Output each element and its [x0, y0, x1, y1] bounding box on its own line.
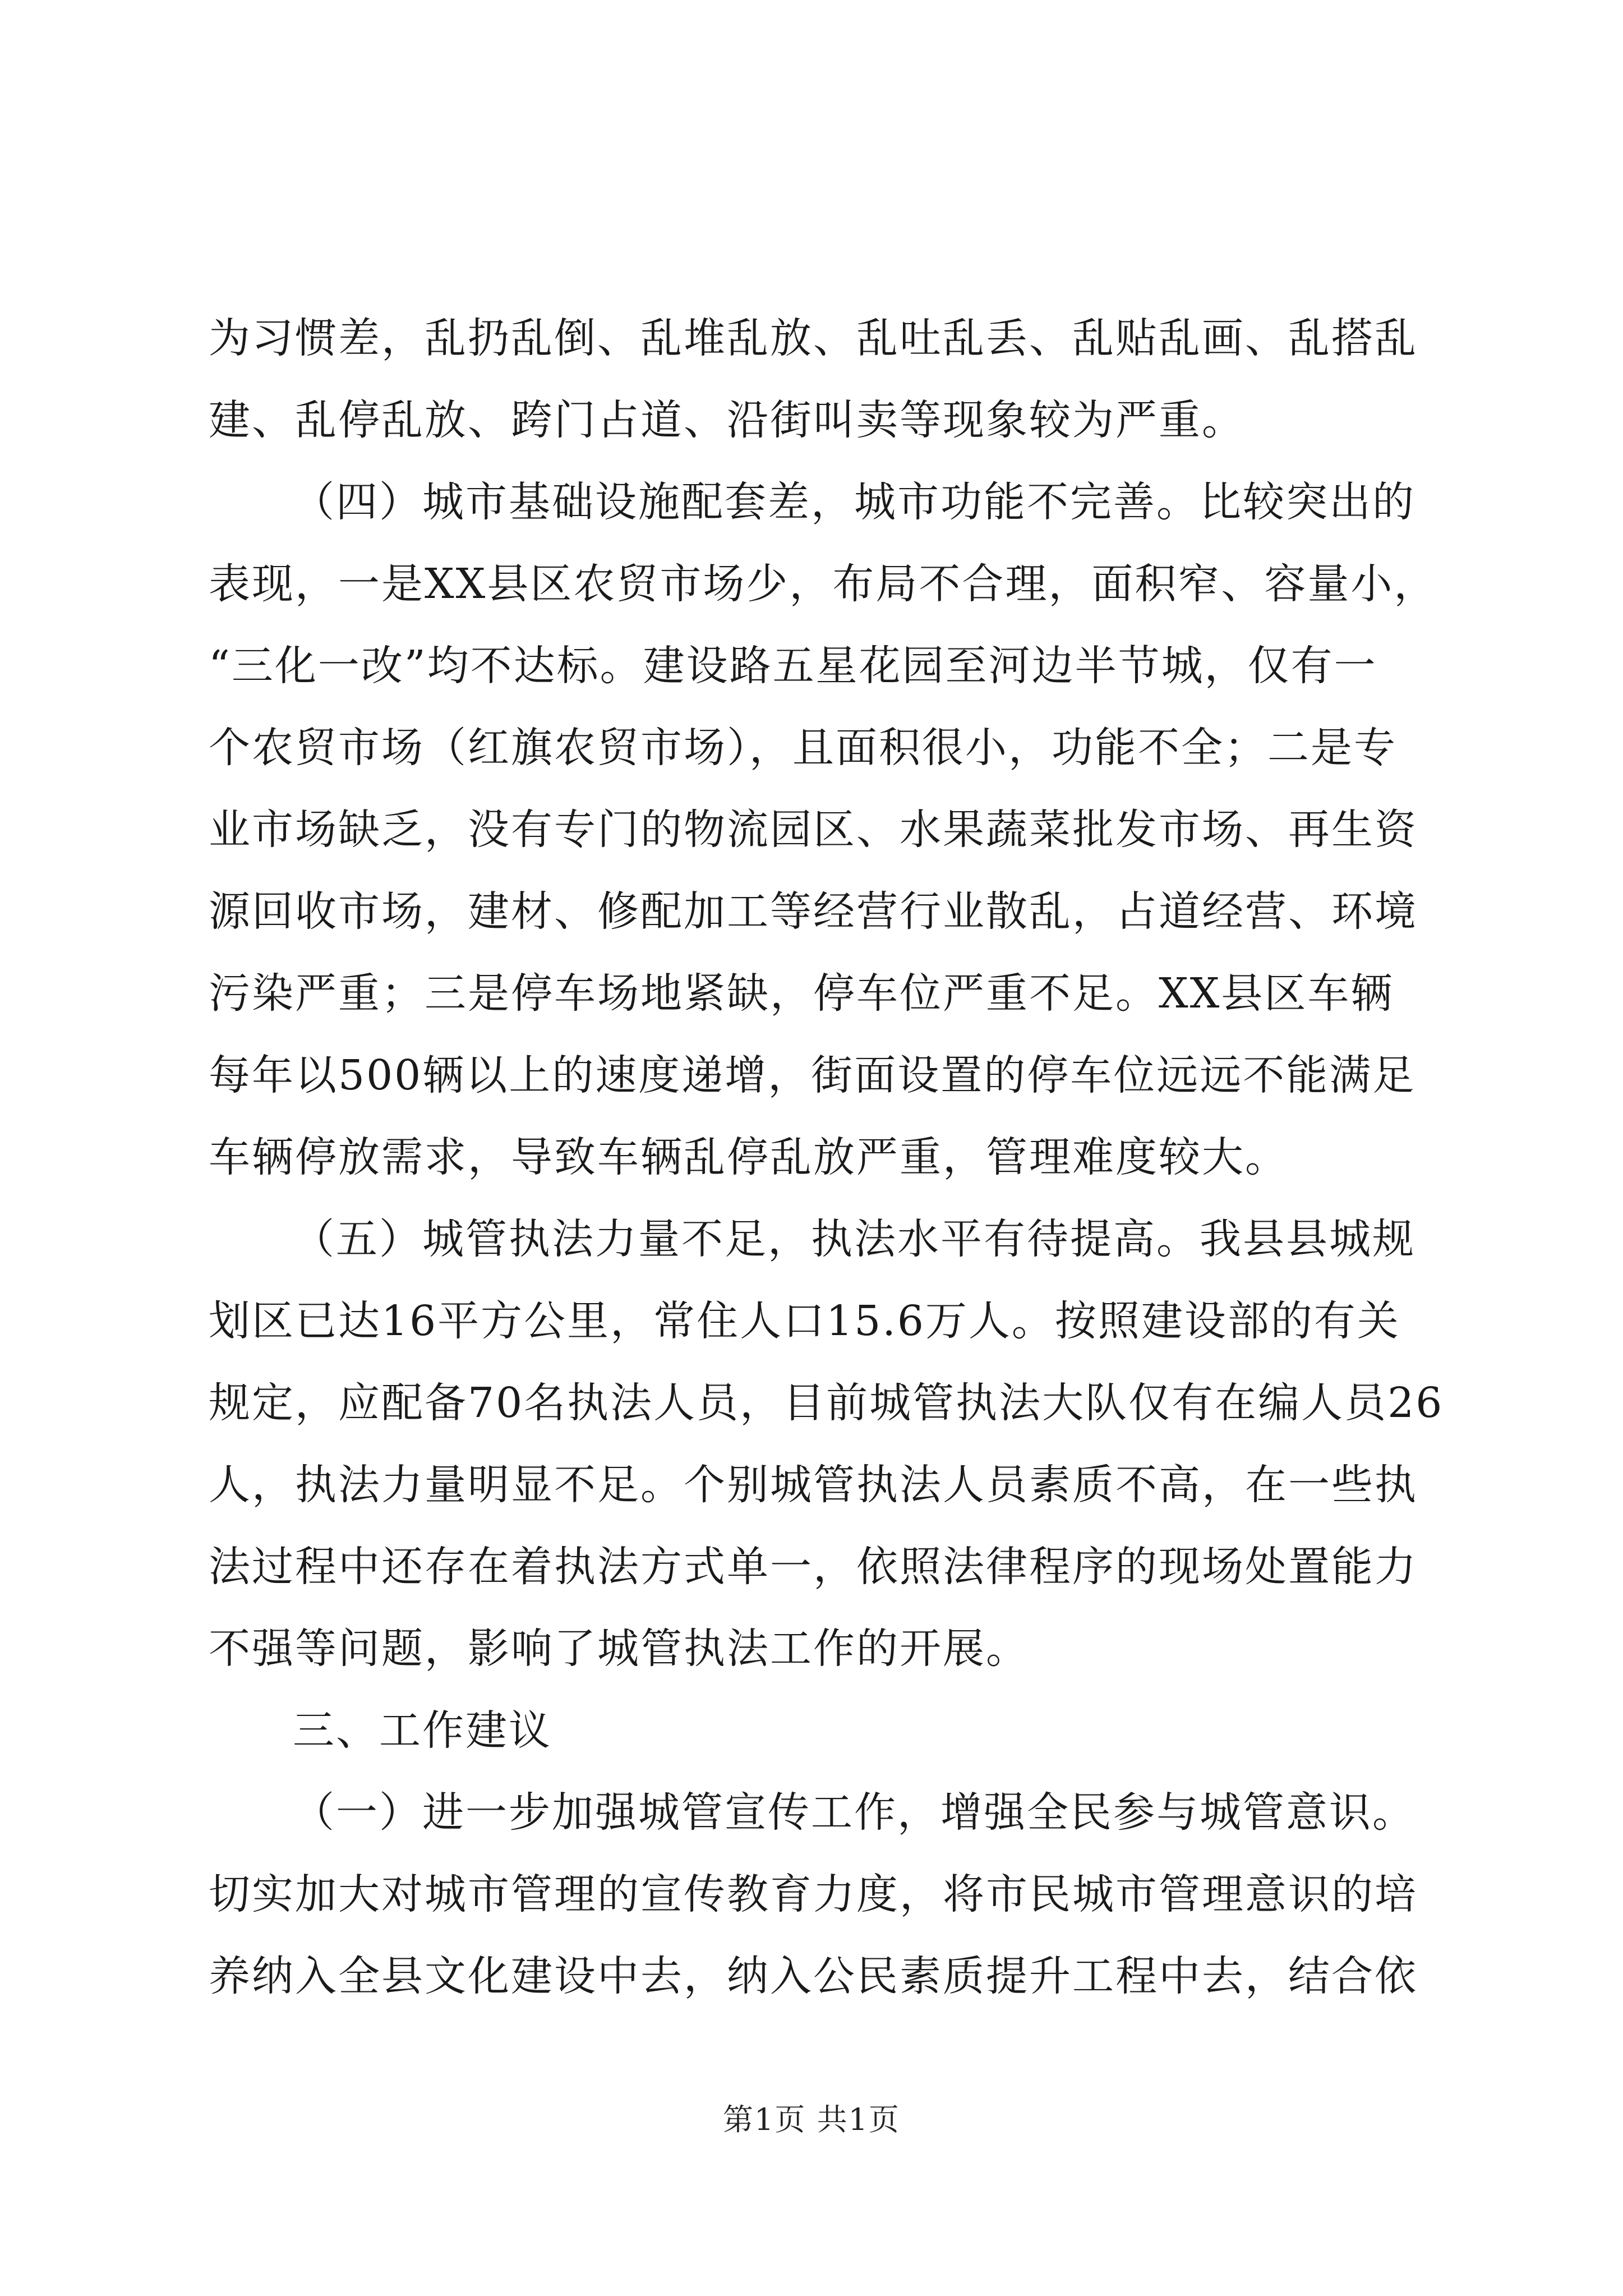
- text-line: 个农贸市场（红旗农贸市场），且面积很小，功能不全；二是专: [209, 724, 1397, 772]
- text-line: 养纳入全县文化建设中去，纳入公民素质提升工程中去，结合依: [209, 1952, 1418, 2000]
- text-line: 为习惯差，乱扔乱倒、乱堆乱放、乱吐乱丢、乱贴乱画、乱搭乱: [209, 314, 1418, 362]
- text-line: 源回收市场，建材、修配加工等经营行业散乱，占道经营、环境: [209, 887, 1418, 936]
- text-line: 划区已达16平方公里，常住人口15.6万人。按照建设部的有关: [209, 1297, 1400, 1345]
- text-line: 规定，应配备70名执法人员，目前城管执法大队仅有在编人员26: [209, 1379, 1444, 1427]
- text-line: 人，执法力量明显不足。个别城管执法人员素质不高，在一些执: [209, 1461, 1418, 1509]
- text-line: 业市场缺乏，没有专门的物流园区、水果蔬菜批发市场、再生资: [209, 806, 1418, 854]
- page-footer: 第1页 共1页: [723, 2102, 900, 2137]
- document-body: [209, 297, 1444, 2017]
- text-line: 法过程中还存在着执法方式单一，依照法律程序的现场处置能力: [209, 1543, 1418, 1591]
- text-line: 三、工作建议: [293, 1706, 552, 1755]
- text-line: 车辆停放需求，导致车辆乱停乱放严重，管理难度较大。: [209, 1133, 1288, 1181]
- text-line: （四）城市基础设施配套差，城市功能不完善。比较突出的: [293, 478, 1415, 526]
- text-line: “三化一改”均不达标。建设路五星花园至河边半节城，仅有一: [209, 642, 1377, 690]
- text-line: 表现，一是XX县区农贸市场少，布局不合理，面积窄、容量小，: [209, 560, 1437, 608]
- text-line: 每年以500辆以上的速度递增，街面设置的停车位远远不能满足: [209, 1051, 1416, 1099]
- text-line: 污染严重；三是停车场地紧缺，停车位严重不足。XX县区车辆: [209, 969, 1394, 1018]
- text-line: （五）城管执法力量不足，执法水平有待提高。我县县城规: [293, 1215, 1415, 1263]
- text-line: 建、乱停乱放、跨门占道、沿街叫卖等现象较为严重。: [209, 396, 1245, 444]
- text-line: 不强等问题，影响了城管执法工作的开展。: [209, 1625, 1029, 1673]
- text-line: （一）进一步加强城管宣传工作，增强全民参与城管意识。: [293, 1788, 1415, 1837]
- text-line: 切实加大对城市管理的宣传教育力度，将市民城市管理意识的培: [209, 1870, 1418, 1918]
